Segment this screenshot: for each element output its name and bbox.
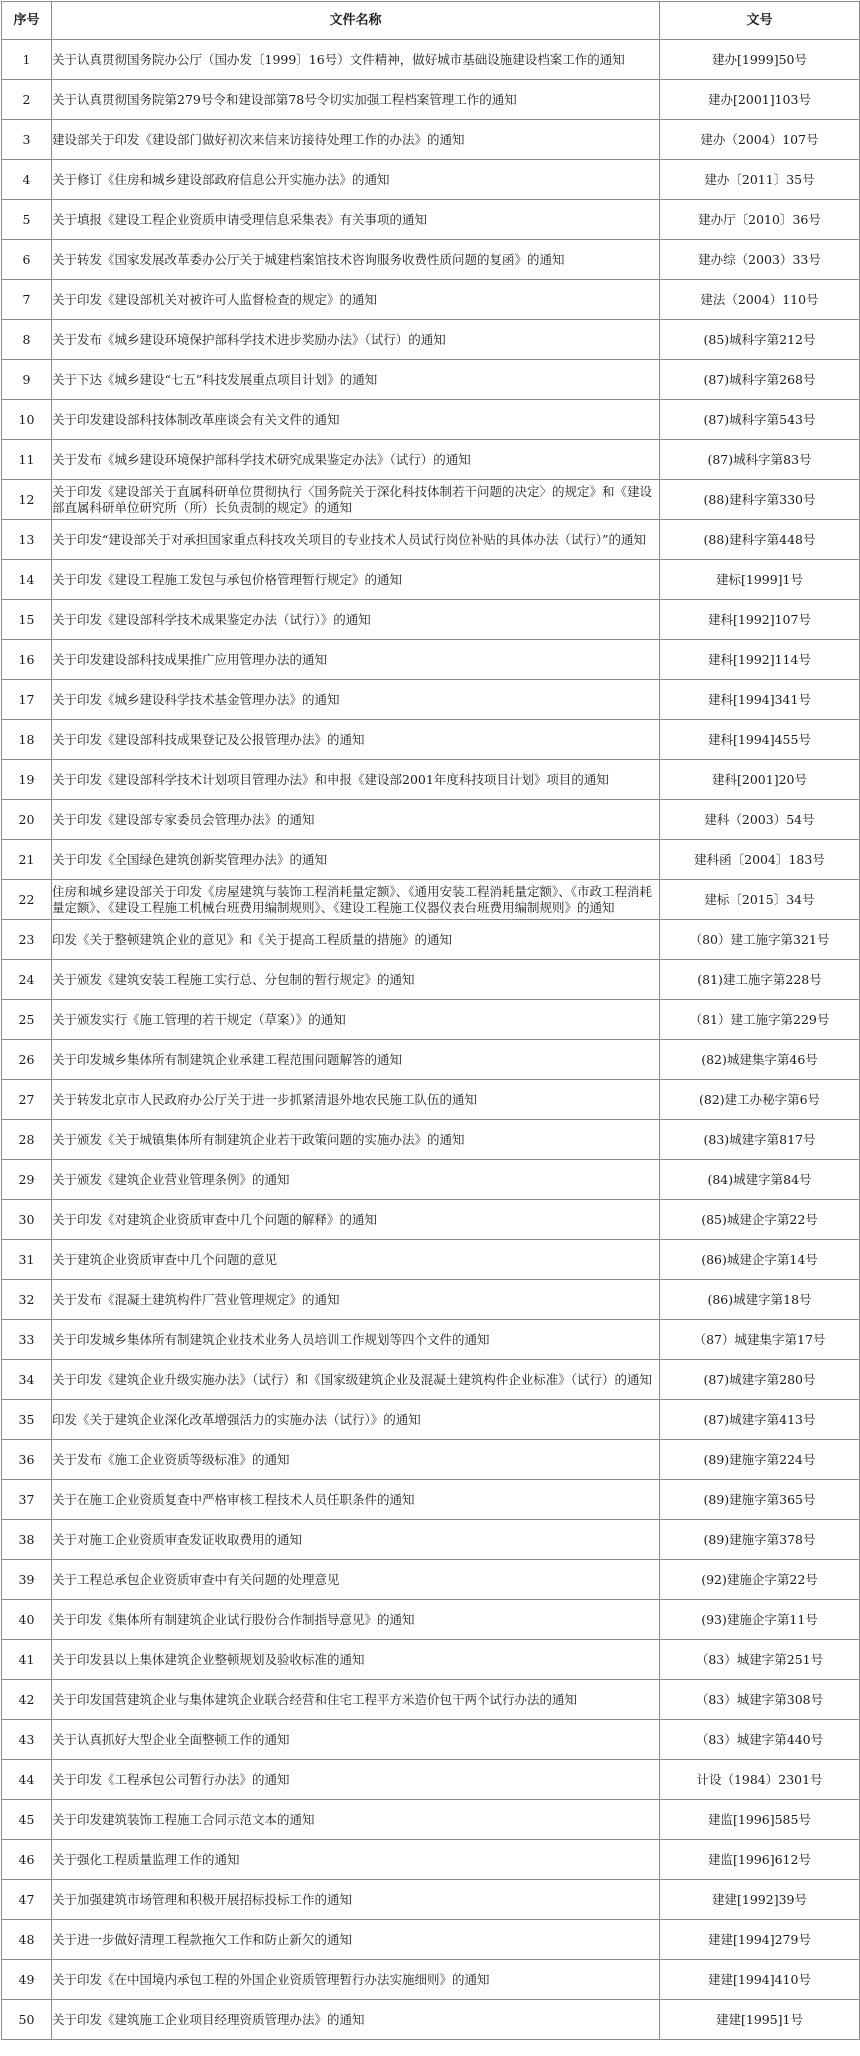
row-title: 关于印发建设部科技体制改革座谈会有关文件的通知	[52, 400, 660, 440]
row-doc-no: (82)建工办秘字第6号	[660, 1080, 860, 1120]
table-row	[2, 1640, 860, 1680]
row-title: 关于印发《城乡建设科学技术基金管理办法》的通知	[52, 680, 660, 720]
row-index: 8	[2, 320, 52, 360]
row-title: 关于颁发《关于城镇集体所有制建筑企业若干政策问题的实施办法》的通知	[52, 1120, 660, 1160]
row-doc-no: (87)城建字第413号	[660, 1400, 860, 1440]
row-index: 39	[2, 1560, 52, 1600]
row-doc-no: (87)城科字第268号	[660, 360, 860, 400]
row-title: 关于转发《国家发展改革委办公厅关于城建档案馆技术咨询服务收费性质问题的复函》的通知	[52, 240, 660, 280]
row-doc-no: 建科[1994]455号	[660, 720, 860, 760]
row-title: 关于印发《建设工程施工发包与承包价格管理暂行规定》的通知	[52, 560, 660, 600]
row-title: 关于发布《城乡建设环境保护部科学技术进步奖励办法》（试行）的通知	[52, 320, 660, 360]
row-doc-no: 建科[1992]114号	[660, 640, 860, 680]
row-index: 32	[2, 1280, 52, 1320]
row-index: 37	[2, 1480, 52, 1520]
row-title: 关于建筑企业资质审查中几个问题的意见	[52, 1240, 660, 1280]
row-index: 36	[2, 1440, 52, 1480]
row-doc-no: 建科[1994]341号	[660, 680, 860, 720]
row-index: 13	[2, 520, 52, 560]
row-index: 27	[2, 1080, 52, 1120]
row-title: 关于印发《建设部机关对被许可人监督检查的规定》的通知	[52, 280, 660, 320]
row-title: 关于认真抓好大型企业全面整顿工作的通知	[52, 1720, 660, 1760]
row-index: 22	[2, 880, 52, 920]
row-doc-no: 建科[2001]20号	[660, 760, 860, 800]
row-title: 印发《关于建筑企业深化改革增强活力的实施办法（试行）》的通知	[52, 1400, 660, 1440]
row-index: 16	[2, 640, 52, 680]
row-doc-no: (86)城建字第18号	[660, 1280, 860, 1320]
table-row	[2, 1760, 860, 1800]
table-row	[2, 480, 860, 520]
row-doc-no: （83）城建字第308号	[660, 1680, 860, 1720]
row-index: 1	[2, 40, 52, 80]
row-doc-no: 建办[2001]103号	[660, 80, 860, 120]
row-title: 关于发布《施工企业资质等级标准》的通知	[52, 1440, 660, 1480]
table-row	[2, 1040, 860, 1080]
row-index: 46	[2, 1840, 52, 1880]
row-index: 41	[2, 1640, 52, 1680]
row-doc-no: (85)城建企字第22号	[660, 1200, 860, 1240]
table-row	[2, 280, 860, 320]
table-row	[2, 1520, 860, 1560]
row-title: 关于填报《建设工程企业资质申请受理信息采集表》有关事项的通知	[52, 200, 660, 240]
table-row	[2, 320, 860, 360]
table-row	[2, 1720, 860, 1760]
row-index: 47	[2, 1880, 52, 1920]
row-doc-no: 建监[1996]612号	[660, 1840, 860, 1880]
row-doc-no: （87）城建集字第17号	[660, 1320, 860, 1360]
table-row	[2, 1200, 860, 1240]
row-index: 38	[2, 1520, 52, 1560]
row-title: 关于在施工企业资质复查中严格审核工程技术人员任职条件的通知	[52, 1480, 660, 1520]
row-doc-no: 建法（2004）110号	[660, 280, 860, 320]
table-row	[2, 1560, 860, 1600]
row-doc-no: 建办〔2011〕35号	[660, 160, 860, 200]
row-title: 关于下达《城乡建设“七五”科技发展重点项目计划》的通知	[52, 360, 660, 400]
row-title: 关于发布《城乡建设环境保护部科学技术研究成果鉴定办法》（试行）的通知	[52, 440, 660, 480]
row-index: 23	[2, 920, 52, 960]
table-row	[2, 600, 860, 640]
row-title: 关于印发“建设部关于对承担国家重点科技攻关项目的专业技术人员试行岗位补贴的具体办法（试行）”的通知	[52, 520, 660, 560]
row-doc-no: (82)城建集字第46号	[660, 1040, 860, 1080]
table-row	[2, 1400, 860, 1440]
row-title: 关于印发城乡集体所有制建筑企业承建工程范围问题解答的通知	[52, 1040, 660, 1080]
row-title: 关于印发《建筑施工企业项目经理资质管理办法》的通知	[52, 2000, 660, 2040]
table-row	[2, 560, 860, 600]
row-doc-no: （80）建工施字第321号	[660, 920, 860, 960]
row-index: 49	[2, 1960, 52, 2000]
row-index: 12	[2, 480, 52, 520]
table-row	[2, 40, 860, 80]
table-row	[2, 1080, 860, 1120]
table-row	[2, 1920, 860, 1960]
row-index: 2	[2, 80, 52, 120]
row-title: 关于印发城乡集体所有制建筑企业技术业务人员培训工作规划等四个文件的通知	[52, 1320, 660, 1360]
row-index: 7	[2, 280, 52, 320]
row-doc-no: 建办[1999]50号	[660, 40, 860, 80]
row-doc-no: 建科（2003）54号	[660, 800, 860, 840]
row-doc-no: (89)建施字第365号	[660, 1480, 860, 1520]
row-index: 50	[2, 2000, 52, 2040]
row-index: 48	[2, 1920, 52, 1960]
row-title: 关于进一步做好清理工程款拖欠工作和防止新欠的通知	[52, 1920, 660, 1960]
table-row	[2, 1880, 860, 1920]
row-index: 4	[2, 160, 52, 200]
row-title: 关于印发《集体所有制建筑企业试行股份合作制指导意见》的通知	[52, 1600, 660, 1640]
table-row	[2, 1600, 860, 1640]
row-title: 关于印发建筑装饰工程施工合同示范文本的通知	[52, 1800, 660, 1840]
row-index: 15	[2, 600, 52, 640]
row-doc-no: 建建[1994]410号	[660, 1960, 860, 2000]
row-doc-no: (87)城科字第543号	[660, 400, 860, 440]
row-index: 14	[2, 560, 52, 600]
row-doc-no: 建办（2004）107号	[660, 120, 860, 160]
row-title: 关于颁发实行《施工管理的若干规定（草案）》的通知	[52, 1000, 660, 1040]
row-title: 关于颁发《建筑安装工程施工实行总、分包制的暂行规定》的通知	[52, 960, 660, 1000]
table-row	[2, 760, 860, 800]
row-index: 28	[2, 1120, 52, 1160]
row-title: 关于印发《工程承包公司暂行办法》的通知	[52, 1760, 660, 1800]
table-row	[2, 520, 860, 560]
table-row	[2, 160, 860, 200]
table-row	[2, 2000, 860, 2040]
row-doc-no: 建科[1992]107号	[660, 600, 860, 640]
table-row	[2, 920, 860, 960]
row-title: 关于转发北京市人民政府办公厅关于进一步抓紧清退外地农民施工队伍的通知	[52, 1080, 660, 1120]
table-row	[2, 240, 860, 280]
table-row	[2, 1240, 860, 1280]
table-row	[2, 1440, 860, 1480]
row-index: 21	[2, 840, 52, 880]
table-row	[2, 680, 860, 720]
row-index: 43	[2, 1720, 52, 1760]
row-index: 29	[2, 1160, 52, 1200]
row-title: 关于印发建设部科技成果推广应用管理办法的通知	[52, 640, 660, 680]
table-row	[2, 200, 860, 240]
row-doc-no: (89)建施字第378号	[660, 1520, 860, 1560]
table-row	[2, 1960, 860, 2000]
row-index: 34	[2, 1360, 52, 1400]
row-doc-no: 建办综（2003）33号	[660, 240, 860, 280]
row-index: 10	[2, 400, 52, 440]
row-index: 19	[2, 760, 52, 800]
row-title: 关于对施工企业资质审查发证收取费用的通知	[52, 1520, 660, 1560]
table-row	[2, 120, 860, 160]
row-doc-no: 建标[1999]1号	[660, 560, 860, 600]
table-row	[2, 880, 860, 920]
row-title: 关于印发《建设部科学技术成果鉴定办法（试行）》的通知	[52, 600, 660, 640]
row-index: 40	[2, 1600, 52, 1640]
row-title: 关于强化工程质量监理工作的通知	[52, 1840, 660, 1880]
table-row	[2, 1160, 860, 1200]
row-title: 关于印发《建设部专家委员会管理办法》的通知	[52, 800, 660, 840]
row-doc-no: (88)建科字第448号	[660, 520, 860, 560]
row-title: 关于颁发《建筑企业营业管理条例》的通知	[52, 1160, 660, 1200]
table-row	[2, 1480, 860, 1520]
row-doc-no: （83）城建字第440号	[660, 1720, 860, 1760]
row-doc-no: (92)建施企字第22号	[660, 1560, 860, 1600]
row-doc-no: (93)建施企字第11号	[660, 1600, 860, 1640]
row-index: 6	[2, 240, 52, 280]
row-title: 关于工程总承包企业资质审查中有关问题的处理意见	[52, 1560, 660, 1600]
row-doc-no: (83)城建字第817号	[660, 1120, 860, 1160]
row-index: 26	[2, 1040, 52, 1080]
table-row	[2, 720, 860, 760]
row-index: 24	[2, 960, 52, 1000]
table-row	[2, 640, 860, 680]
row-title: 建设部关于印发《建设部门做好初次来信来访接待处理工作的办法》的通知	[52, 120, 660, 160]
table-row	[2, 1280, 860, 1320]
row-doc-no: (85)城科字第212号	[660, 320, 860, 360]
table-row	[2, 1800, 860, 1840]
row-doc-no: （81）建工施字第229号	[660, 1000, 860, 1040]
row-index: 17	[2, 680, 52, 720]
row-doc-no: 建科函〔2004〕183号	[660, 840, 860, 880]
row-doc-no: （83）城建字第251号	[660, 1640, 860, 1680]
row-title: 关于印发《建筑企业升级实施办法》（试行）和《国家级建筑企业及混凝土建筑构件企业标准》（试行）的通知	[52, 1360, 660, 1400]
row-index: 31	[2, 1240, 52, 1280]
row-doc-no: (87)城建字第280号	[660, 1360, 860, 1400]
table-row	[2, 960, 860, 1000]
row-index: 25	[2, 1000, 52, 1040]
row-doc-no: 建标〔2015〕34号	[660, 880, 860, 920]
row-index: 5	[2, 200, 52, 240]
row-index: 45	[2, 1800, 52, 1840]
row-title: 住房和城乡建设部关于印发《房屋建筑与装饰工程消耗量定额》、《通用安装工程消耗量定额》、《市政工程消耗量定额》、《建设工程施工机械台班费用编制规则》、《建设工程施工仪器仪表台班费用编制规则》的通知	[52, 880, 660, 920]
row-title: 关于印发县以上集体建筑企业整顿规划及验收标准的通知	[52, 1640, 660, 1680]
row-index: 33	[2, 1320, 52, 1360]
row-doc-no: (88)建科字第330号	[660, 480, 860, 520]
table-row	[2, 440, 860, 480]
row-index: 20	[2, 800, 52, 840]
table-row	[2, 360, 860, 400]
row-title: 关于印发《建设部关于直属科研单位贯彻执行〈国务院关于深化科技体制若干问题的决定〉的规定》和《建设部直属科研单位研究所（所）长负责制的规定》的通知	[52, 480, 660, 520]
header-index: 序号	[2, 2, 52, 40]
row-title: 关于印发《全国绿色建筑创新奖管理办法》的通知	[52, 840, 660, 880]
row-index: 30	[2, 1200, 52, 1240]
row-doc-no: 建建[1994]279号	[660, 1920, 860, 1960]
table-row	[2, 1360, 860, 1400]
row-title: 关于印发《对建筑企业资质审查中几个问题的解释》的通知	[52, 1200, 660, 1240]
table-row	[2, 1000, 860, 1040]
row-doc-no: 建监[1996]585号	[660, 1800, 860, 1840]
row-title: 关于认真贯彻国务院第279号令和建设部第78号令切实加强工程档案管理工作的通知	[52, 80, 660, 120]
table-body	[2, 40, 860, 2040]
row-title: 关于印发国营建筑企业与集体建筑企业联合经营和住宅工程平方米造价包干两个试行办法的通知	[52, 1680, 660, 1720]
table-row	[2, 800, 860, 840]
row-title: 关于发布《混凝土建筑构件厂营业管理规定》的通知	[52, 1280, 660, 1320]
document-table	[1, 1, 860, 2040]
row-doc-no: (84)城建字第84号	[660, 1160, 860, 1200]
row-title: 关于加强建筑市场管理和积极开展招标投标工作的通知	[52, 1880, 660, 1920]
row-doc-no: 计设（1984）2301号	[660, 1760, 860, 1800]
table-row	[2, 1680, 860, 1720]
row-title: 关于印发《在中国境内承包工程的外国企业资质管理暂行办法实施细则》的通知	[52, 1960, 660, 2000]
header-title: 文件名称	[52, 2, 660, 40]
row-index: 44	[2, 1760, 52, 1800]
table-row	[2, 80, 860, 120]
row-doc-no: (89)建施字第224号	[660, 1440, 860, 1480]
row-title: 印发《关于整顿建筑企业的意见》和《关于提高工程质量的措施》的通知	[52, 920, 660, 960]
row-doc-no: 建建[1995]1号	[660, 2000, 860, 2040]
table-header-row	[2, 2, 860, 40]
table-row	[2, 840, 860, 880]
row-index: 3	[2, 120, 52, 160]
row-title: 关于印发《建设部科技成果登记及公报管理办法》的通知	[52, 720, 660, 760]
row-doc-no: (86)城建企字第14号	[660, 1240, 860, 1280]
row-index: 18	[2, 720, 52, 760]
table-row	[2, 1840, 860, 1880]
row-doc-no: (81)建工施字第228号	[660, 960, 860, 1000]
row-index: 11	[2, 440, 52, 480]
row-title: 关于修订《住房和城乡建设部政府信息公开实施办法》的通知	[52, 160, 660, 200]
row-title: 关于认真贯彻国务院办公厅（国办发〔1999〕16号）文件精神，做好城市基础设施建设档案工作的通知	[52, 40, 660, 80]
row-index: 42	[2, 1680, 52, 1720]
header-doc-no: 文号	[660, 2, 860, 40]
row-doc-no: 建建[1992]39号	[660, 1880, 860, 1920]
table-row	[2, 1320, 860, 1360]
table-row	[2, 400, 860, 440]
row-index: 35	[2, 1400, 52, 1440]
row-doc-no: (87)城科字第83号	[660, 440, 860, 480]
row-index: 9	[2, 360, 52, 400]
row-doc-no: 建办厅〔2010〕36号	[660, 200, 860, 240]
row-title: 关于印发《建设部科学技术计划项目管理办法》和申报《建设部2001年度科技项目计划》项目的通知	[52, 760, 660, 800]
table-row	[2, 1120, 860, 1160]
